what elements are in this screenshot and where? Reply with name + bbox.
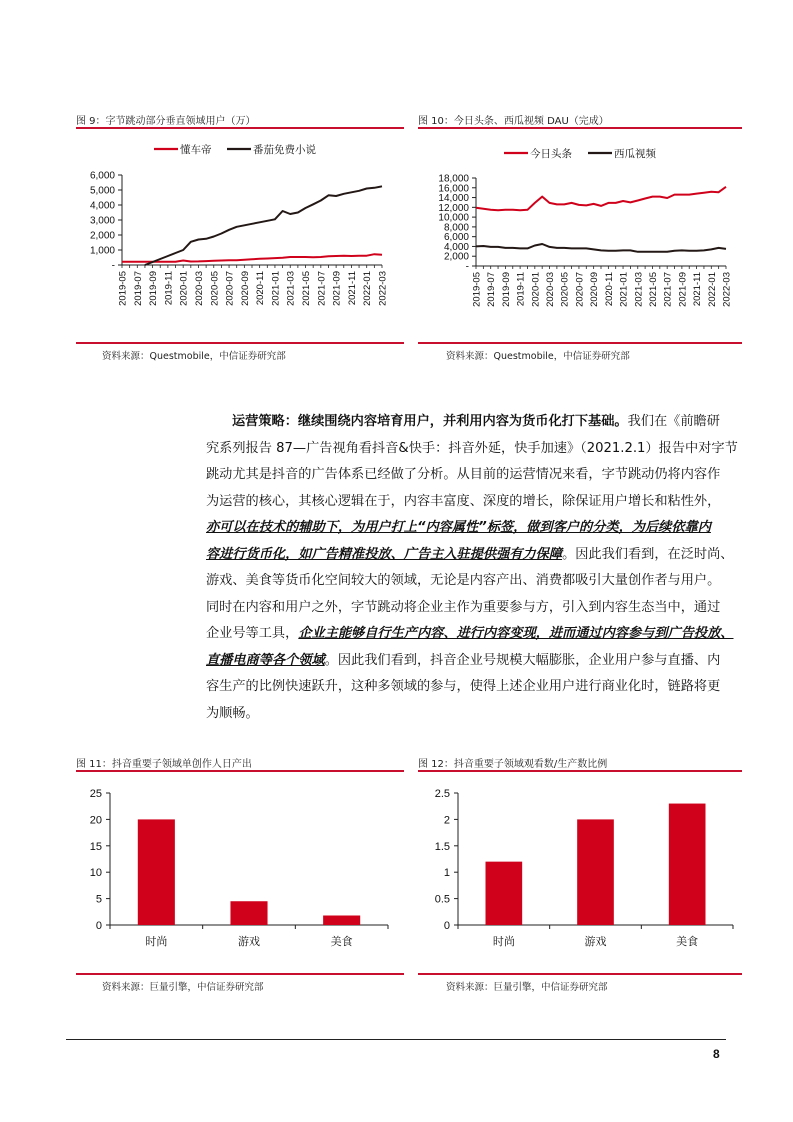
emphasis-text: 直播电商等各个领域 bbox=[206, 652, 325, 668]
category-label: 美食 bbox=[330, 936, 353, 948]
body-line-10: 直播电商等各个领域。因此我们看到，抖音企业号规模大幅膨胀，企业用户参与直播、内 bbox=[206, 652, 721, 668]
y-tick-label: 0 bbox=[443, 920, 450, 932]
figure-11-title: 图 11：抖音重要子领域单创作人日产出 bbox=[76, 759, 252, 770]
bar bbox=[138, 819, 175, 925]
figure-10-title: 图 10：今日头条、西瓜视频 DAU（完成） bbox=[418, 116, 609, 127]
x-tick-label: 2021-11 bbox=[346, 271, 358, 306]
y-tick-label: 1.5 bbox=[434, 840, 450, 853]
body-line-11: 容生产的比例快速跃升，这种多领域的参与，使得上述企业用户进行商业化时，链路将更 bbox=[206, 679, 721, 694]
y-tick-label: 5 bbox=[95, 893, 102, 906]
x-tick-label: 2019-09 bbox=[148, 271, 160, 306]
y-tick-label: 15 bbox=[89, 840, 102, 853]
x-tick-label: 2021-01 bbox=[618, 272, 630, 307]
y-tick-label: 6,000 bbox=[89, 170, 115, 182]
body-line-12: 为顺畅。 bbox=[206, 705, 259, 721]
figure-9-bottom-rule bbox=[76, 342, 404, 344]
emphasis-text: 亦可以在技术的辅助下，为用户打上“内容属性”标签，做到客户的分类，为后续依靠内 bbox=[206, 520, 711, 535]
x-tick-label: 2021-05 bbox=[647, 272, 659, 307]
series-line bbox=[476, 244, 726, 252]
category-label: 游戏 bbox=[238, 936, 260, 948]
figure-11 bbox=[76, 755, 404, 995]
y-tick-label: 18,000 bbox=[438, 173, 469, 185]
x-tick-label: 2020-03 bbox=[545, 272, 557, 307]
legend-label: 番茄免费小说 bbox=[253, 144, 316, 156]
x-tick-label: 2020-01 bbox=[530, 272, 542, 307]
body-line-7: 游戏、美食等货币化空间较大的领域，无论是内容产出、消费都吸引大量创作者与用户。 bbox=[206, 573, 721, 588]
y-tick-label: 8,000 bbox=[443, 222, 469, 234]
x-tick-label: 2019-07 bbox=[132, 271, 144, 306]
figure-12-title: 图 12：抖音重要子领域观看数/生产数比例 bbox=[418, 759, 608, 770]
y-tick-label: 1 bbox=[443, 867, 450, 880]
figure-9-line-chart bbox=[76, 134, 404, 354]
x-tick-label: 2020-03 bbox=[193, 271, 205, 306]
emphasis-text: 容进行货币化，如广告精准投放、广告主入驻提供强有力保障 bbox=[206, 546, 563, 562]
y-tick-label: 2 bbox=[443, 814, 450, 827]
y-tick-label: 3,000 bbox=[89, 215, 115, 227]
figure-9 bbox=[76, 112, 404, 362]
y-tick-label: 25 bbox=[89, 788, 102, 800]
legend-label: 懂车帝 bbox=[180, 144, 212, 156]
figure-10-source: 资料来源：Questmobile，中信证券研究部 bbox=[446, 351, 630, 362]
x-tick-label: 2022-03 bbox=[377, 271, 389, 306]
y-tick-label: 2,000 bbox=[443, 251, 469, 263]
x-tick-label: 2021-09 bbox=[677, 272, 689, 307]
body-line-2: 究系列报告 87—广告视角看抖音&快手：抖音外延，快手加速》（2021.2.1）报告中对字节 bbox=[206, 440, 738, 456]
category-label: 美食 bbox=[676, 936, 699, 948]
x-tick-label: 2022-01 bbox=[706, 272, 718, 307]
x-tick-label: 2022-01 bbox=[362, 271, 374, 306]
x-tick-label: 2019-05 bbox=[471, 272, 483, 307]
figure-10 bbox=[418, 112, 742, 362]
x-tick-label: 2021-03 bbox=[633, 272, 645, 307]
x-tick-label: 2020-09 bbox=[589, 272, 601, 307]
x-tick-label: 2020-07 bbox=[224, 271, 236, 306]
y-tick-label: 4,000 bbox=[443, 241, 469, 253]
body-line-3: 跳动尤其是抖音的广告体系已经做了分析。从目前的运营情况来看，字节跳动仍将内容作 bbox=[206, 467, 721, 482]
y-tick-label: - bbox=[465, 261, 469, 273]
figure-9-top-rule bbox=[76, 127, 404, 129]
figure-12 bbox=[418, 755, 742, 995]
y-tick-label: 12,000 bbox=[438, 202, 469, 214]
x-tick-label: 2021-09 bbox=[331, 271, 343, 306]
body-line-1: 运营策略：继续围绕内容培育用户，并利用内容为货币化打下基础。我们在《前瞻研 bbox=[232, 414, 720, 429]
figure-12-bar-chart bbox=[418, 777, 742, 977]
body-paragraph bbox=[206, 409, 742, 727]
figure-12-source: 资料来源：巨量引擎，中信证券研究部 bbox=[446, 982, 608, 993]
x-tick-label: 2019-09 bbox=[500, 272, 512, 307]
y-tick-label: 0 bbox=[95, 920, 102, 932]
y-tick-label: 1,000 bbox=[89, 245, 115, 257]
figure-10-top-rule bbox=[418, 127, 742, 129]
x-tick-label: 2021-05 bbox=[301, 271, 313, 306]
bar bbox=[486, 862, 523, 925]
legend-label: 今日头条 bbox=[530, 148, 572, 160]
x-tick-label: 2020-01 bbox=[178, 271, 190, 306]
y-tick-label: 14,000 bbox=[438, 193, 469, 205]
y-tick-label: 10 bbox=[89, 867, 102, 880]
figure-11-top-rule bbox=[76, 770, 404, 772]
figure-12-top-rule bbox=[418, 770, 742, 772]
x-tick-label: 2020-05 bbox=[559, 272, 571, 307]
body-line-4: 为运营的核心，其核心逻辑在于，内容丰富度、深度的增长，除保证用户增长和粘性外， bbox=[206, 493, 721, 509]
x-tick-label: 2019-07 bbox=[486, 272, 498, 307]
y-tick-label: 10,000 bbox=[438, 212, 469, 224]
y-tick-label: 6,000 bbox=[443, 232, 469, 244]
emphasis-text: 企业主能够自行生产内容、进行内容变现，进而通过内容参与到广告投放、 bbox=[298, 626, 734, 641]
y-tick-label: 16,000 bbox=[438, 183, 469, 195]
lead-heading: 运营策略：继续围绕内容培育用户，并利用内容为货币化打下基础。 bbox=[232, 414, 628, 429]
figure-10-line-chart bbox=[418, 134, 742, 354]
body-line-6: 容进行货币化，如广告精准投放、广告主入驻提供强有力保障。因此我们看到，在泛时尚、 bbox=[206, 546, 734, 562]
x-tick-label: 2020-07 bbox=[574, 272, 586, 307]
category-label: 游戏 bbox=[584, 936, 607, 948]
body-line-5 bbox=[206, 515, 742, 542]
x-tick-label: 2020-05 bbox=[209, 271, 221, 306]
category-label: 时尚 bbox=[145, 936, 168, 948]
x-tick-label: 2019-11 bbox=[163, 271, 175, 306]
figure-12-bottom-rule bbox=[418, 973, 742, 975]
figure-9-title: 图 9：字节跳动部分垂直领域用户（万） bbox=[76, 116, 256, 127]
page-number: 8 bbox=[713, 1047, 720, 1061]
y-tick-label: 0.5 bbox=[434, 893, 450, 906]
x-tick-label: 2021-11 bbox=[692, 272, 704, 307]
series-line bbox=[476, 187, 726, 211]
x-tick-label: 2019-11 bbox=[515, 272, 527, 307]
bar bbox=[230, 901, 267, 925]
series-line bbox=[145, 186, 382, 265]
y-tick-label: 20 bbox=[89, 814, 102, 827]
footer-rule bbox=[66, 1039, 726, 1040]
body-line-9: 企业号等工具，企业主能够自行生产内容、进行内容变现，进而通过内容参与到广告投放、 bbox=[206, 626, 734, 641]
x-tick-label: 2020-09 bbox=[239, 271, 251, 306]
legend-label: 西瓜视频 bbox=[614, 148, 656, 160]
figure-11-bottom-rule bbox=[76, 973, 404, 975]
y-tick-label: 5,000 bbox=[89, 185, 115, 197]
y-tick-label: - bbox=[111, 260, 115, 272]
x-tick-label: 2021-07 bbox=[662, 272, 674, 307]
y-tick-label: 2,000 bbox=[89, 230, 115, 242]
bar bbox=[669, 804, 706, 925]
figure-11-source: 资料来源：巨量引擎，中信证券研究部 bbox=[102, 982, 264, 993]
x-tick-label: 2022-03 bbox=[721, 272, 733, 307]
x-tick-label: 2020-11 bbox=[603, 272, 615, 307]
figure-9-source: 资料来源：Questmobile，中信证券研究部 bbox=[102, 351, 286, 362]
bar bbox=[577, 819, 614, 925]
bar bbox=[323, 915, 360, 925]
y-tick-label: 2.5 bbox=[434, 788, 450, 800]
x-tick-label: 2019-05 bbox=[117, 271, 129, 306]
x-tick-label: 2020-11 bbox=[255, 271, 267, 306]
figure-11-bar-chart bbox=[76, 777, 404, 977]
figure-10-bottom-rule bbox=[418, 342, 742, 344]
category-label: 时尚 bbox=[492, 936, 515, 948]
x-tick-label: 2021-07 bbox=[316, 271, 328, 306]
body-line-8: 同时在内容和用户之外，字节跳动将企业主作为重要参与方，引入到内容生态当中，通过 bbox=[206, 599, 721, 615]
x-tick-label: 2021-03 bbox=[285, 271, 297, 306]
x-tick-label: 2021-01 bbox=[270, 271, 282, 306]
y-tick-label: 4,000 bbox=[89, 200, 115, 212]
